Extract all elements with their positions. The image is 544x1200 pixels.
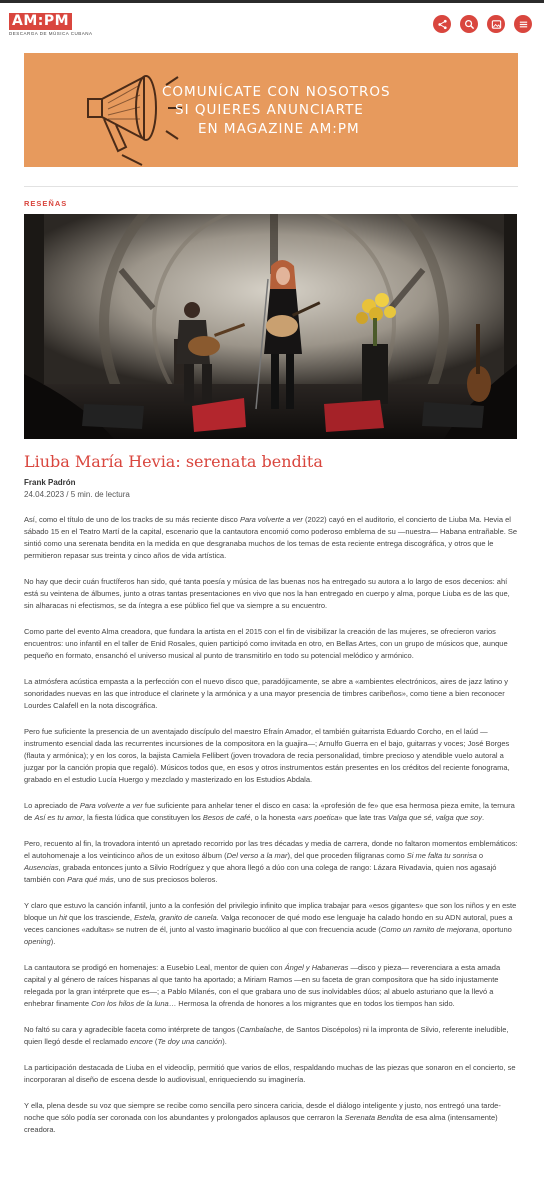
paragraph-text: ).	[222, 1037, 227, 1046]
italic-title: Para qué más	[66, 875, 114, 884]
article-paragraph	[24, 838, 520, 886]
paragraph-text: , grabada entonces junto a Silvio Rodríguez y que ahora llegó a dúo con una colega de rango: Lázara Rivadavia, quien nos agasajó también con	[24, 863, 497, 884]
paragraph-text: de esa alma (intensamente) creadora.	[24, 1113, 498, 1134]
share-icon[interactable]	[433, 15, 451, 33]
article-paragraph	[24, 514, 520, 562]
paragraph-text: o	[476, 851, 484, 860]
banner-line-3: EN MAGAZINE AM:PM	[198, 121, 360, 137]
italic-title: hit	[59, 913, 67, 922]
paragraph-text: Pero fue suficiente la presencia de un aventajado discípulo del maestro Efraín Amador, el también guitarrista Eduardo Corcho, en el laúd —instrumento esencial dada las recurrentes incursiones de la compositora en la guajira—; Arnulfo Guerra en el bajo, guitarras y voces; José Borges (flauta y armónica); y en los coros, la bajista Camiela Fellibert (joven trovadora de recia personalidad, timbre precioso y atendible vuelo autoral a juzgar por la canción propia que regaló). Músicos todos que, en esos y otros instrumentos están presentes en los créditos del reciente fonograma, grabado en el estudio Lucía Huergo y mezclado y masterizado en los Estudios Abdala.	[24, 727, 510, 784]
menu-icon[interactable]	[514, 15, 532, 33]
italic-title: Valga que sé, valga que soy	[388, 813, 482, 822]
article-body	[24, 514, 520, 1150]
paragraph-text: , uno de sus preciosos boleros.	[113, 875, 218, 884]
article-paragraph	[24, 576, 520, 612]
italic-title: Para volverte a ver	[79, 801, 143, 810]
paragraph-text: Pero, recuento al fin, la trovadora intentó un apretado recorrido por las tres décadas y media de carrera, donde no faltaron momentos emblemáticos: el autohomenaje a los veinticinco años de un exitoso álbum (	[24, 839, 518, 860]
paragraph-text: Y ella, plena desde su voz que siempre se recibe como sencilla pero sincera caricia, desde el diálogo inteligente y justo, nos entregó una tarde-noche que sólo podía ser coronada con los abundantes y prolongados aplausos que cerraron la	[24, 1101, 501, 1122]
paragraph-text: Como parte del evento Alma creadora, que fundara la artista en el 2015 con el fin de visibilizar la creación de las mujeres, se ofrecieron varios encuentros: uno infantil en el taller de Enid Rosales, quien participó como invitada en otro, en Bellas Artes, con un grupo de músicos que, aunque pequeño en formato, ensanchó el universo musical al punto de transmitirlo en todo su potencial melódico y armónico.	[24, 627, 508, 660]
article-paragraph	[24, 900, 520, 948]
article-paragraph	[24, 800, 520, 824]
paragraph-text: La participación destacada de Liuba en el videoclip, permitió que varios de ellos, respaldando muchas de las piezas que sonaron en el concierto, se incorporaran al diseño de escena desde lo audiovisual, enriqueciendo su imaginería.	[24, 1063, 516, 1084]
paragraph-text: … Hermosa la ofrenda de honores a los migrantes que en todos los tiempos han sido.	[168, 999, 455, 1008]
paragraph-text: Lo apreciado de	[24, 801, 80, 810]
paragraph-text: No hay que decir cuán fructíferos han sido, qué tanta poesía y música de las buenas nos ha entregado su autora a lo largo de esos decenios: ahí está su veintena de álbumes, junto a otras tantas presentaciones en vivo que nos la han entregado en cuerpo y alma, porque Liuba es de las que, sin alharacas ni efectismos, se da íntegra a ese público fiel que va siempre a su encuentro.	[24, 577, 510, 610]
article-title: Liuba María Hevia: serenata bendita	[24, 452, 323, 471]
italic-title: Serenata Bendita	[344, 1113, 403, 1122]
italic-title: Ausencias	[24, 863, 59, 872]
italic-title: Ángel y Habaneras	[284, 963, 349, 972]
photo-gallery-icon[interactable]	[487, 15, 505, 33]
paragraph-text: No faltó su cara y agradecible faceta como intérprete de tangos (	[24, 1025, 240, 1034]
paragraph-text: » que late tras	[338, 813, 389, 822]
italic-title: Del verso a la mar	[226, 851, 288, 860]
paragraph-text: La cantautora se prodigó en homenajes: a Eusebio Leal, mentor de quien con	[24, 963, 285, 972]
italic-title: Estela, granito de canela	[134, 913, 217, 922]
paragraph-text: .	[481, 813, 485, 822]
article-author[interactable]: Frank Padrón	[24, 478, 76, 487]
italic-title: opening	[24, 937, 51, 946]
paragraph-text: . Valga reconocer de qué modo ese lenguaje ha calado hondo en su ADN autoral, pues a veces canciones «adultas» se nutren de él, junto al vasto imaginario bucólico al que con frecuencia acude (	[24, 913, 513, 934]
article-paragraph	[24, 1024, 520, 1048]
hero-image	[24, 214, 517, 439]
divider	[24, 186, 518, 187]
logo-mark: AM:PM	[9, 13, 72, 30]
article-paragraph	[24, 726, 520, 786]
italic-title: Como un ramito de mejorana	[380, 925, 479, 934]
article-paragraph	[24, 962, 520, 1010]
site-header	[0, 0, 544, 42]
italic-title: ars poetica	[301, 813, 339, 822]
paragraph-text: —disco y pieza— reverenciara a esta amada capital y al género de raíces hispanas al que tanto ha aportado; a Miriam Ramos —en su faceta de gran compositora que ha sido injustamente relegada por la gran intérprete que es—; a Pablo Milanés, con el que grabara uno de sus inolvidables dúos; al abuelo asturiano que la llevó a enhebrar finamente	[24, 963, 501, 1008]
paragraph-text: Así, como el título de uno de los tracks de su más reciente disco	[24, 515, 240, 524]
paragraph-text: La atmósfera acústica empasta a la perfección con el nuevo disco que, paradójicamente, se abre a «ambientes electrónicos, aires de jazz latino y sonoridades nuevas en las que introduce el clarinete y la armónica y a una mayor presencia de timbres caribeños», como tiene a bien reconocer Lourdes Calafell en la nota discográfica.	[24, 677, 509, 710]
article-date-readtime: 24.04.2023 / 5 min. de lectura	[24, 490, 130, 499]
article-paragraph	[24, 1062, 520, 1086]
italic-title: Besos de café	[202, 813, 251, 822]
paragraph-text: (	[152, 1037, 158, 1046]
banner-line-2: SI QUIERES ANUNCIARTE	[175, 102, 364, 118]
search-icon[interactable]	[460, 15, 478, 33]
site-logo[interactable]	[9, 12, 93, 38]
paragraph-text: ), del que proceden filigranas como	[287, 851, 407, 860]
paragraph-text: (2022) cayó en el auditorio, el concierto de Liuba Ma. Hevia el sábado 15 en el Teatro Martí de la capital, escenario que la cantautora encomió como poderoso emblema de su —nuestra— Habana entrañable. Se sintió como una serenata bendita en la medida en que desgranaba muchos de los temas de esta reciente entrega discográfica, y otros que le permitieron repasar sus treinta y cinco años de vida artística.	[24, 515, 518, 560]
paragraph-text: Y claro que estuvo la canción infantil, junto a la confesión del privilegio infinito que implica trabajar para «esos gigantes» que son los niños y en este bloque un	[24, 901, 517, 922]
italic-title: Te doy una canción	[157, 1037, 223, 1046]
paragraph-text: fue suficiente para anhelar tener el disco en casa: la «profesión de fe» que esa hermosa pieza emite, la ternura de	[24, 801, 515, 822]
header-actions	[433, 15, 532, 33]
article-paragraph	[24, 626, 520, 662]
paragraph-text: , o la honesta «	[250, 813, 302, 822]
italic-title: Con los hilos de la luna	[91, 999, 169, 1008]
paragraph-text: ).	[50, 937, 56, 946]
italic-title: Para volverte a ver	[239, 515, 303, 524]
article-paragraph	[24, 1100, 520, 1136]
paragraph-text: , oportuno	[478, 925, 512, 934]
italic-title: Cambalache	[239, 1025, 282, 1034]
paragraph-text: que los trasciende,	[66, 913, 135, 922]
italic-title: Así es tu amor	[34, 813, 83, 822]
advertising-banner[interactable]	[24, 53, 518, 167]
logo-tagline: DESCARGA DE MÚSICA CUBANA	[9, 31, 93, 36]
paragraph-text: , la fiesta lúdica que constituyen los	[82, 813, 203, 822]
italic-title: Si me falta tu sonrisa	[406, 851, 477, 860]
paragraph-text: , de Santos Discépolos) ni la impronta de Silvio, referente ineludible, quien llegó desde el reclamado	[24, 1025, 509, 1046]
section-label[interactable]: RESEÑAS	[24, 199, 68, 208]
italic-title: encore	[129, 1037, 153, 1046]
article-paragraph	[24, 676, 520, 712]
banner-line-1: COMUNÍCATE CON NOSOTROS	[162, 84, 391, 100]
